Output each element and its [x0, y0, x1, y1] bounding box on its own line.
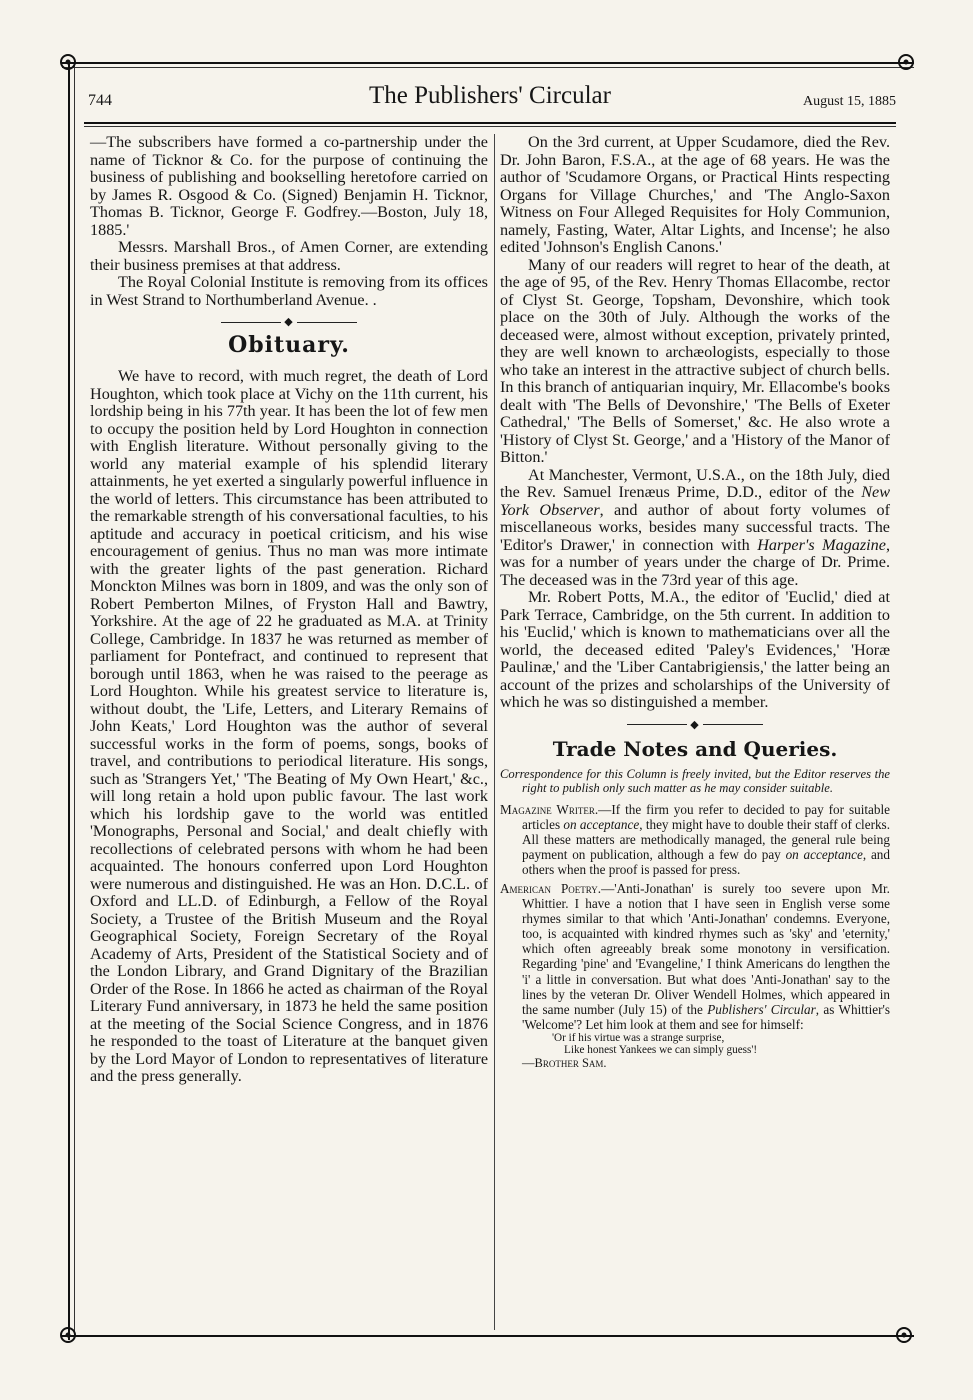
query-label: American Poetry.	[500, 880, 602, 896]
header-rule-inner	[84, 126, 896, 127]
border-bottom	[62, 1335, 914, 1337]
border-left	[68, 62, 70, 1340]
page-header	[84, 82, 896, 118]
text-run: At Manchester, Vermont, U.S.A., on the 18th July, died the Rev. Samuel Irenæus Prime, D.D., editor of the	[500, 465, 890, 501]
text-run-italic: Harper's Magazine	[757, 535, 886, 554]
obituary-paragraph: We have to record, with much regret, the death of Lord Houghton, which took place at Vichy on the 11th current, his lordship being in his 77th year. It has been the lot of few men to occupy the position held by Lord Houghton in connection with English literature. Without personally giving to the world any material example of his splendid literary attainments, he yet exerted a singularly powerful influence in the world of letters. This circumstance has been attributed to the remarkable strength of his conversational faculties, to his aptitude and accuracy in poetical criticism, and his wise encouragement of genius. Thus no man was more intimate with the greater lights of the past generation. Richard Monckton Milnes was born in 1809, and was the only son of Robert Pemberton Milnes, of Fryston Hall and Bawtry, Yorkshire. At the age of 22 he graduated as M.A. at Trinity College, Cambridge. In 1837 he was returned as member of parliament for Pontefract, and continued to represent that borough until 1863, when he was raised to the peerage as Lord Houghton. While his greatest service to literature is, without doubt, the 'Life, Letters, and Literary Remains of John Keats,' Lord Houghton was the author of several successful works in the form of poems, songs, books of travel, and contributions to periodical literature. His songs, such as 'Strangers Yet,' 'The Beating of My Own Heart,' &c., will long retain a hold upon public favour. The last work which his lordship gave to the world was entitled 'Monographs, Personal and Social,' and dealt chiefly with recollections of celebrated persons with whom he had been acquainted. The honours conferred upon Lord Houghton were numerous and distinguished. He was an Hon. D.C.L. of Oxford and LL.D. of Edinburgh, a Fellow of the Royal Society, a Trustee of the British Museum and the Royal Geographical Society, Foreign Secretary of the Royal Academy of Arts, President of the Statistical Society and of the London Library, and Grand Dignitary of the Brazilian Order of the Rose. In 1866 he acted as chairman of the Royal Literary Fund anniversary, in 1873 he held the same position at the meeting of the Social Science Congress, and in 1876 he responded to the toast of Literature at the banquet given by the Lord Mayor of London to representatives of literature and the press generally.	[90, 367, 488, 1085]
text-run-italic: on acceptance	[563, 816, 640, 832]
border-left-inner	[74, 66, 75, 1336]
obituary-heading: Obituary.	[228, 332, 350, 358]
left-column	[90, 134, 488, 1086]
article-paragraph: —The subscribers have formed a co-partnership under the name of Ticknor & Co. for the purpose of continuing the business of publishing and bookselling heretofore carried on by James R. Osgood & Co. (Signed) Benjamin H. Ticknor, Thomas B. Ticknor, George F. Godfrey.—Boston, July 18, 1885.'	[90, 133, 488, 239]
article-paragraph: Messrs. Marshall Bros., of Amen Corner, are extending their business premises at that address.	[90, 238, 488, 274]
text-run: —If the firm you refer to decided to pay for suitable articles	[522, 801, 890, 832]
query-item	[500, 881, 890, 1032]
obituary-paragraph: Many of our readers will regret to hear of the death, at the age of 95, of the Rev. Henry Thomas Ellacombe, rector of Clyst St. George, Topsham, Devonshire, which took place on the 30th of July. Although the works of the deceased were, almost without exception, privately printed, they are well known to archæologists, especially to those who take an interest in the attractive subject of church bells. In this branch of antiquarian inquiry, Mr. Ellacombe's books dealt with 'The Bells of Devonshire,' 'The Bells of Exeter Cathedral,' 'The Bells of Somerset,' &c. He also wrote a 'History of Clyst St. George,' and a 'History of the Manor of Bitton.'	[500, 255, 890, 466]
corner-ornament-icon	[896, 52, 916, 72]
section-divider: ◆	[90, 315, 488, 328]
obituary-paragraph: Mr. Robert Potts, M.A., the editor of 'Euclid,' died at Park Terrace, Cambridge, on the 5th current. In addition to his 'Euclid,' which is known to mathematicians over all the world, the deceased edited 'Paley's Evidences,' 'Horæ Paulinæ,' and the 'Liber Cantabrigiensis,' the latter being an account of the prizes and scholarships of the University of which he was so distinguished a member.	[500, 588, 890, 711]
text-run: , as Whittier's 'Welcome'? Let him look at them and see for himself:	[522, 1001, 890, 1032]
column-separator	[494, 134, 495, 1330]
border-top-inner	[62, 67, 914, 68]
text-run: —'Anti-Jonathan' is surely too severe upon Mr. Whittier. I have a notion that I have seen in English verse some rhymes similar to that which 'Anti-Jonathan' condemns. Everyone, too, is acquainted with kindred rhymes such as 'sky' and 'eternity,' which often agreeably break some monotony in versification. Regarding 'pine' and 'Evangeline,' I think Americans do lengthen the 'i' a little in conversation. But what does 'Anti-Jonathan' say to the lines by the veteran Dr. Oliver Wendell Holmes, which appeared in the same number (July 15) of the	[522, 880, 890, 1017]
text-run-italic: on acceptance	[785, 846, 863, 862]
article-paragraph: The Royal Colonial Institute is removing from its offices in West Strand to Northumberland Avenue. .	[90, 273, 488, 309]
header-rule	[84, 122, 896, 124]
page-number: 744	[88, 92, 112, 109]
text-run: , was for a number of years under the charge of Dr. Prime. The deceased was in the 73rd year of this age.	[500, 535, 891, 589]
query-item	[500, 802, 890, 877]
corner-ornament-icon	[58, 1325, 78, 1345]
verse-line: 'Or if his virtue was a strange surprise,	[552, 1031, 725, 1044]
section-divider: ◆	[500, 718, 890, 731]
text-run: , and author of about forty volumes of miscellaneous works, besides many successful tracts. The 'Editor's Drawer,' in connection with	[500, 500, 890, 554]
editor-note: Correspondence for this Column is freely invited, but the Editor reserves the right to publish only such matter as he may consider suitable.	[500, 766, 890, 795]
page-title: The Publishers' Circular	[369, 82, 611, 109]
obituary-paragraph	[500, 467, 890, 590]
signature: —Brother Sam.	[522, 1055, 607, 1070]
verse-line: Like honest Yankees we can simply guess'!	[564, 1043, 758, 1056]
query-label: Magazine Writer.	[500, 801, 599, 817]
right-column	[500, 134, 890, 1071]
text-run: , and others when the proof is passed for press.	[522, 846, 890, 877]
border-top	[62, 62, 914, 64]
trade-notes-heading: Trade Notes and Queries.	[552, 736, 838, 761]
obituary-paragraph: On the 3rd current, at Upper Scudamore, died the Rev. Dr. John Baron, F.S.A., at the age of 68 years. He was the author of 'Scudamore Organs, or Practical Hints respecting Organs for Village Churches,' and 'The Anglo-Saxon Witness on Four Alleged Requisites for Holy Communion, namely, Fasting, Water, Altar Lights, and Incense'; he also edited 'Johnson's English Canons.'	[500, 133, 890, 256]
text-run-italic: New York Observer	[500, 483, 890, 519]
text-run: , they might have to double their staff of clerks. All these matters are methodically managed, the general rule being payment on publication, although a few do pay	[522, 816, 890, 862]
issue-date: August 15, 1885	[803, 94, 896, 109]
corner-ornament-icon	[58, 52, 78, 72]
corner-ornament-icon	[894, 1325, 914, 1345]
text-run-italic: Publishers' Circular	[707, 1001, 816, 1017]
